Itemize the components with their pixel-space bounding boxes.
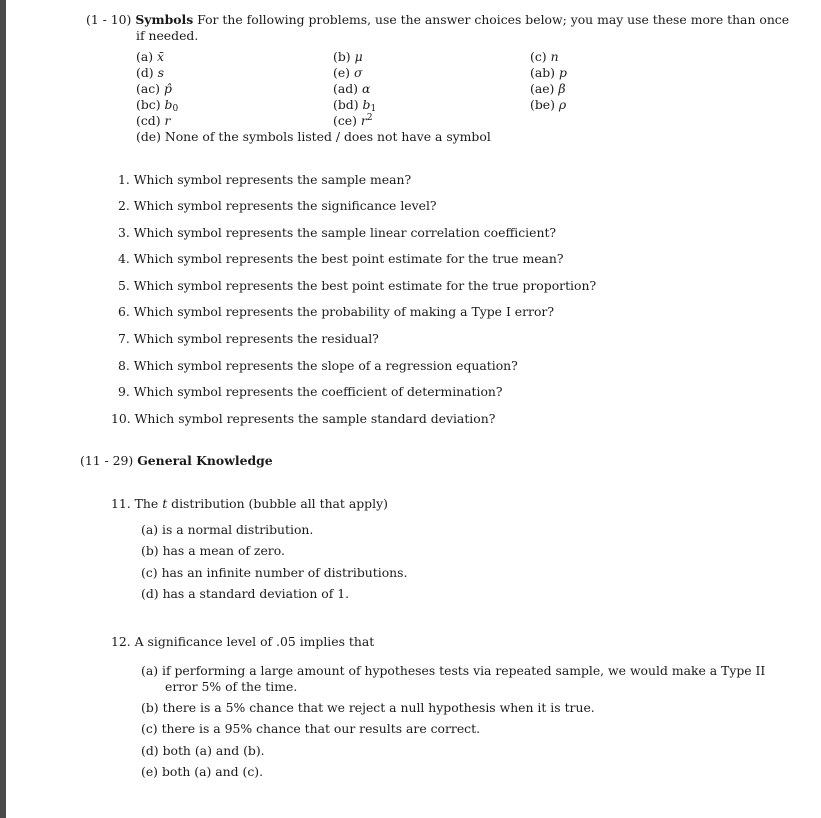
choice-bc: (bc) $b_0$ — [136, 97, 179, 114]
choice-bd: (bd) $b_1$ — [333, 97, 377, 114]
section-2-header — [80, 453, 273, 468]
section-1-intro: For the following problems, use the answer choices below; you may use these more than once — [197, 12, 790, 27]
choice-ad: (ad) α — [333, 81, 371, 96]
question-item: 9. Which symbol represents the coefficient of determination? — [118, 384, 503, 399]
section-1-header — [86, 12, 789, 27]
option-item[interactable]: (d) has a standard deviation of 1. — [141, 586, 350, 601]
choice-ce: (ce) $r^2$ — [333, 113, 373, 128]
choice-ae: (ae) β — [530, 81, 566, 96]
option-item[interactable]: (b) has a mean of zero. — [141, 543, 285, 558]
option-item[interactable]: (e) both (a) and (c). — [141, 764, 264, 779]
option-item[interactable]: (a) if performing a large amount of hypotheses tests via repeated sample, we would make a Type II — [141, 663, 766, 678]
section-1-intro-cont: if needed. — [136, 28, 199, 43]
choice-cd: (cd) r — [136, 113, 171, 128]
option-item[interactable]: (c) has an infinite number of distributions. — [141, 565, 408, 580]
choice-de: (de) None of the symbols listed / does not have a symbol — [136, 129, 491, 144]
section-2-range: (11 - 29) — [80, 453, 134, 468]
question-item: 8. Which symbol represents the slope of a regression equation? — [118, 358, 518, 373]
question-11: 11. The t distribution (bubble all that apply) — [111, 496, 388, 511]
choice-d: (d) s — [136, 65, 164, 80]
question-12: 12. A significance level of .05 implies that — [111, 634, 375, 649]
question-item: 5. Which symbol represents the best point estimate for the true proportion? — [118, 278, 597, 293]
choice-ac: (ac) p̂ — [136, 81, 172, 96]
option-item[interactable]: (a) is a normal distribution. — [141, 522, 314, 537]
choice-be: (be) ρ — [530, 97, 567, 112]
question-item: 2. Which symbol represents the significance level? — [118, 198, 437, 213]
page-left-edge — [0, 0, 6, 818]
option-item[interactable]: (b) there is a 5% chance that we reject a null hypothesis when it is true. — [141, 700, 595, 715]
choice-a: (a) x̄ — [136, 49, 165, 64]
question-item: 4. Which symbol represents the best point estimate for the true mean? — [118, 251, 564, 266]
question-item: 7. Which symbol represents the residual? — [118, 331, 379, 346]
option-item-cont: error 5% of the time. — [165, 679, 298, 694]
choice-c: (c) n — [530, 49, 559, 64]
choice-b: (b) μ — [333, 49, 363, 64]
option-item[interactable]: (d) both (a) and (b). — [141, 743, 265, 758]
question-item: 10. Which symbol represents the sample standard deviation? — [111, 411, 496, 426]
question-item: 6. Which symbol represents the probability of making a Type I error? — [118, 304, 554, 319]
question-item: 1. Which symbol represents the sample mean? — [118, 172, 412, 187]
option-item[interactable]: (c) there is a 95% chance that our results are correct. — [141, 721, 481, 736]
question-item: 3. Which symbol represents the sample linear correlation coefficient? — [118, 225, 557, 240]
choice-e: (e) σ — [333, 65, 363, 80]
section-2-title: General Knowledge — [137, 453, 273, 468]
choice-ab: (ab) p — [530, 65, 567, 80]
section-1-title: Symbols — [135, 12, 194, 27]
section-1-range: (1 - 10) — [86, 12, 132, 27]
